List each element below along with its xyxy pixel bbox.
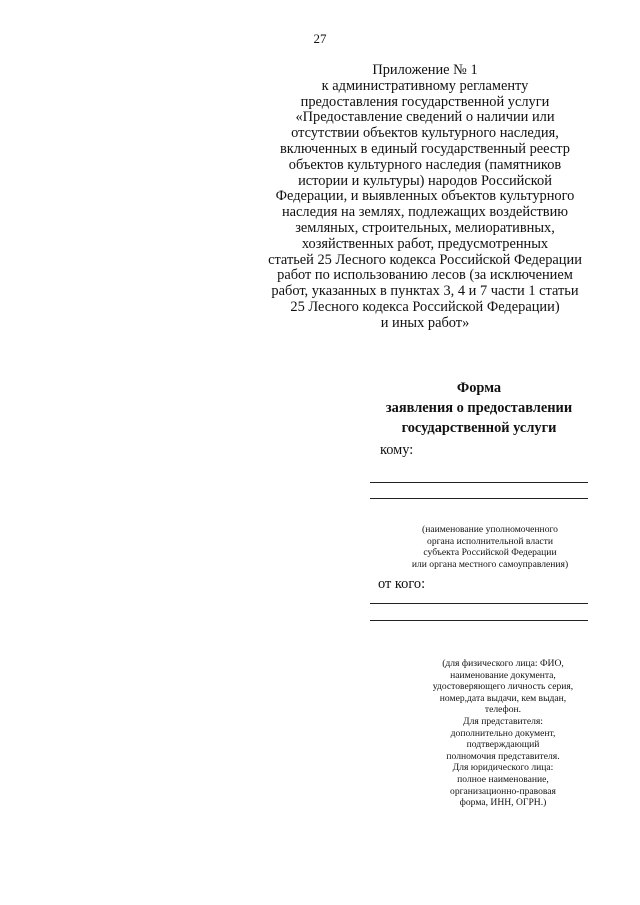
caption-line: полное наименование, bbox=[457, 773, 549, 785]
appendix-line: отсутствии объектов культурного наследия, bbox=[291, 125, 559, 142]
appendix-line: «Предоставление сведений о наличии или bbox=[295, 109, 555, 126]
appendix-line: Приложение № 1 bbox=[372, 62, 478, 78]
caption-line: форма, ИНН, ОГРН.) bbox=[459, 797, 547, 809]
caption-line: (наименование уполномоченного bbox=[422, 524, 558, 535]
caption-line: удостоверяющего личность серия, bbox=[432, 681, 574, 693]
recipient-fill-line bbox=[370, 482, 588, 483]
caption-line: субъекта Российской Федерации bbox=[423, 547, 557, 559]
appendix-line: 25 Лесного кодекса Российской Федерации) bbox=[290, 298, 560, 315]
caption-line: Для юридического лица: bbox=[452, 762, 554, 774]
caption-line: органа исполнительной власти bbox=[427, 535, 553, 547]
caption-line: номер,дата выдачи, кем выдан, bbox=[439, 692, 567, 704]
recipient-fill-line bbox=[370, 498, 588, 499]
form-title-line: заявления о предоставлении bbox=[385, 400, 573, 416]
sender-label: от кого: bbox=[378, 576, 426, 592]
caption-line: дополнительно документ, bbox=[450, 727, 556, 739]
appendix-line: и иных работ» bbox=[380, 314, 470, 331]
caption-line: телефон. bbox=[484, 704, 522, 716]
appendix-line: работ, указанных в пунктах 3, 4 и 7 части 1 статьи bbox=[271, 283, 579, 300]
caption-line: организационно-правовая bbox=[450, 785, 556, 797]
form-title-line: государственной услуги bbox=[401, 420, 557, 436]
form-title-line: Форма bbox=[456, 380, 502, 396]
appendix-line: хозяйственных работ, предусмотренных bbox=[301, 235, 549, 252]
caption-line: или органа местного самоуправления) bbox=[411, 558, 569, 570]
page-number: 27 bbox=[313, 31, 327, 46]
appendix-line: включенных в единый государственный реестр bbox=[280, 140, 570, 157]
sender-fill-line bbox=[370, 620, 588, 621]
appendix-header bbox=[245, 63, 605, 332]
caption-line: подтверждающий bbox=[466, 739, 540, 751]
sender-fill-line bbox=[370, 603, 588, 604]
caption-line: наименование документа, bbox=[450, 669, 556, 681]
appendix-line: Федерации, и выявленных объектов культурного bbox=[275, 188, 575, 205]
recipient-label: кому: bbox=[380, 442, 414, 458]
appendix-line: истории и культуры) народов Российской bbox=[298, 172, 552, 189]
caption-line: полномочия представителя. bbox=[446, 750, 560, 762]
appendix-line: земляных, строительных, мелиоративных, bbox=[295, 219, 555, 236]
appendix-line: статьей 25 Лесного кодекса Российской Федерации bbox=[268, 251, 582, 268]
appendix-line: наследия на землях, подлежащих воздействию bbox=[281, 204, 569, 221]
appendix-line: предоставления государственной услуги bbox=[300, 93, 550, 110]
caption-line: (для физического лица: ФИО, bbox=[442, 658, 564, 669]
caption-line: Для представителя: bbox=[463, 715, 543, 727]
form-title bbox=[372, 378, 586, 438]
sender-caption bbox=[414, 658, 592, 809]
appendix-line: к административному регламенту bbox=[321, 77, 529, 94]
appendix-line: работ по использованию лесов (за исключением bbox=[277, 267, 573, 284]
appendix-line: объектов культурного наследия (памятников bbox=[288, 156, 562, 173]
recipient-caption bbox=[400, 524, 580, 570]
